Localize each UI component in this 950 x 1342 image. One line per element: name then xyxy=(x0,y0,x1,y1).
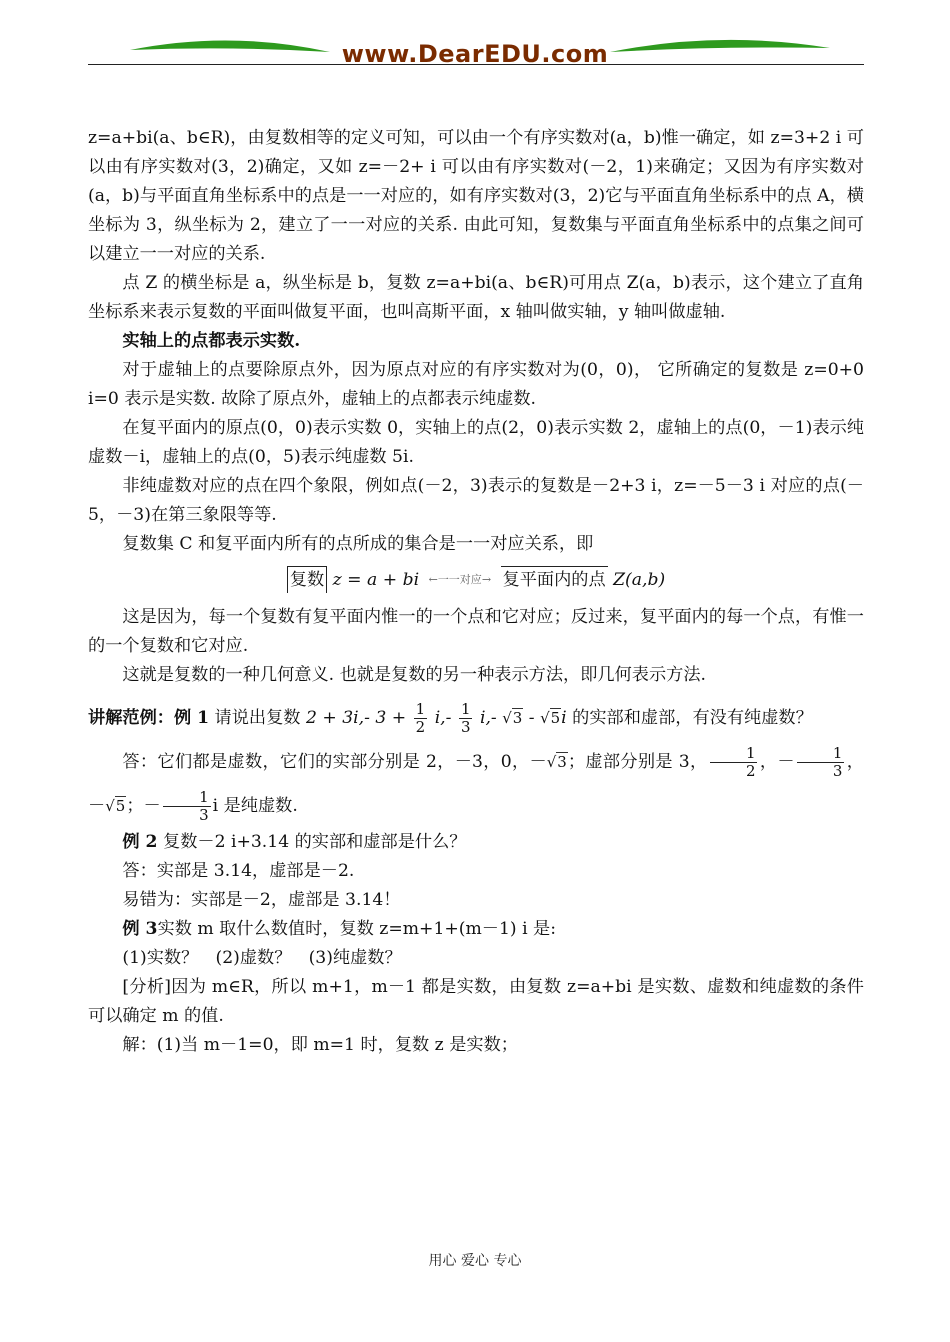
example-1-expr-a: 2 + 3i,- 3 + xyxy=(305,708,407,728)
example-2-label: 例 2 xyxy=(122,832,158,852)
formula-arrow-label: 一一对应 xyxy=(437,573,482,586)
example-3-analysis: [分析]因为 m∈R，所以 m+1，m－1 都是实数，由复数 z=a+bi 是实数、虚数和纯虚数的条件可以确定 m 的值. xyxy=(88,977,864,1026)
sqrt-radicand: 3 xyxy=(512,709,523,727)
page-footer: 用心 爱心 专心 xyxy=(428,1253,522,1269)
example-3-label: 例 3 xyxy=(122,919,158,939)
fraction-numerator: 1 xyxy=(460,700,471,718)
fraction-denominator: 3 xyxy=(832,762,843,780)
example-2-answer: 答：实部是 3.14，虚部是－2. xyxy=(122,861,355,881)
example-2-text: 复数－2 i+3.14 的实部和虚部是什么？ xyxy=(163,832,467,852)
formula-arrow: ←一一对应→ xyxy=(428,573,492,586)
example-2-question xyxy=(88,828,864,857)
example-1-expr-e: i xyxy=(561,708,567,728)
fraction-numerator: 1 xyxy=(710,745,758,763)
fraction-numerator: 1 xyxy=(797,745,845,763)
formula-left-expr: z = a + bi xyxy=(332,570,420,590)
example-3-question xyxy=(88,915,864,944)
example-1-expr-b: i,- xyxy=(434,708,452,728)
answer-fraction-1-2 xyxy=(710,745,758,780)
paragraph-6: 非纯虚数对应的点在四个象限，例如点(－2，3)表示的复数是－2+3 i，z=－5－3 i 对应的点(－5，－3)在第三象限等等. xyxy=(88,476,864,525)
answer-fraction-1-3 xyxy=(797,745,845,780)
paragraph-3: 实轴上的点都表示实数. xyxy=(122,331,301,351)
fraction-numerator: 1 xyxy=(163,789,211,807)
example-1-q-start: 请说出复数 xyxy=(214,708,301,728)
header-rule xyxy=(88,64,864,65)
page-header xyxy=(0,0,950,80)
fraction-1-3 xyxy=(459,701,473,736)
paragraph-1: z=a+bi(a、b∈R)，由复数相等的定义可知，可以由一个有序实数对(a，b)惟一确定，如 z=3+2 i 可以由有序实数对(3，2)确定，又如 z=－2+ i 可以由有序实数对(－2，1)来确定；又因为有序实数对(a，b)与平面直角坐标系中的点是一一对应的，如有序实数对(3，2)它与平面直角坐标系中的点 A，横坐标为 3，纵坐标为 2，建立了一一对应的关系. 由此可知，复数集与平面直角坐标系中的点集之间可以建立一一对应的关系. xyxy=(88,128,864,264)
sqrt-radicand: 5 xyxy=(115,797,126,815)
fraction-1-2 xyxy=(414,701,428,736)
example-1-q-end: 的实部和虚部，有没有纯虚数？ xyxy=(572,708,813,728)
document-body xyxy=(88,124,864,1060)
sqrt-3: √3 xyxy=(502,709,523,727)
example-1-expr-d: - xyxy=(528,708,535,728)
paragraph-4: 对于虚轴上的点要除原点外，因为原点对应的有序实数对为(0，0)， 它所确定的复数是 z=0+0 i=0 表示是实数. 故除了原点外，虚轴上的点都表示纯虚数. xyxy=(88,360,864,409)
answer-mid3: ， xyxy=(846,752,864,772)
example-1-expr-c: i,- xyxy=(479,708,497,728)
answer-start: 答：它们都是虚数，它们的实部分别是 2，－3，0，－ xyxy=(122,752,547,772)
answer-sqrt-5: √5 xyxy=(105,797,126,815)
mapping-formula xyxy=(88,565,864,595)
sqrt-radicand: 5 xyxy=(550,709,561,727)
fraction-denominator: 2 xyxy=(745,762,756,780)
example-1-label: 讲解范例：例 1 xyxy=(88,708,210,728)
fraction-denominator: 3 xyxy=(199,806,209,824)
paragraph-8: 这是因为，每一个复数有复平面内惟一的一个点和它对应；反过来，复平面内的每一个点，有惟一的一个复数和它对应. xyxy=(88,607,864,656)
answer-line2-c: i 是纯虚数. xyxy=(212,796,298,816)
example-3-solution: 解：(1)当 m－1=0，即 m=1 时，复数 z 是实数； xyxy=(122,1035,518,1055)
site-url: www.DearEDU.com xyxy=(341,40,609,68)
answer-line2-a: － xyxy=(88,796,106,816)
sqrt-5: √5 xyxy=(540,709,561,727)
fraction-numerator: 1 xyxy=(415,700,426,718)
paragraph-2: 点 Z 的横坐标是 a，纵坐标是 b，复数 z=a+bi(a、b∈R)可用点 Z(a，b)表示，这个建立了直角坐标系来表示复数的平面叫做复平面，也叫高斯平面，x 轴叫做实轴，y 轴叫做虚轴. xyxy=(88,273,864,322)
paragraph-9: 这就是复数的一种几何意义. 也就是复数的另一种表示方法，即几何表示方法. xyxy=(122,665,706,685)
example-3-options: (1)实数？ (2)虚数？ (3)纯虚数？ xyxy=(122,948,402,968)
formula-right-expr: Z(a,b) xyxy=(613,570,666,590)
answer-mid2: ，－ xyxy=(759,752,795,772)
answer-line2-b: ；－ xyxy=(126,796,161,816)
example-3-text: 实数 m 取什么数值时，复数 z=m+1+(m－1) i 是: xyxy=(157,919,557,939)
answer-fraction-1-3-b xyxy=(163,789,211,824)
example-1-answer xyxy=(88,740,864,828)
fraction-denominator: 3 xyxy=(460,718,471,736)
example-2-mistake: 易错为：实部是－2，虚部是 3.14！ xyxy=(122,890,401,910)
formula-left-box: 复数 xyxy=(287,566,327,593)
answer-sqrt-3: √3 xyxy=(546,753,567,771)
sqrt-radicand: 3 xyxy=(557,753,567,771)
paragraph-7: 复数集 C 和复平面内所有的点所成的集合是一一对应关系，即 xyxy=(122,534,594,554)
example-1-question xyxy=(88,696,864,740)
paragraph-5: 在复平面内的原点(0，0)表示实数 0，实轴上的点(2，0)表示实数 2，虚轴上的点(0，－1)表示纯虚数－i，虚轴上的点(0，5)表示纯虚数 5i. xyxy=(88,418,864,467)
fraction-denominator: 2 xyxy=(415,718,426,736)
formula-right-box: 复平面内的点 xyxy=(501,566,608,593)
answer-mid: ；虚部分别是 3， xyxy=(567,752,708,772)
